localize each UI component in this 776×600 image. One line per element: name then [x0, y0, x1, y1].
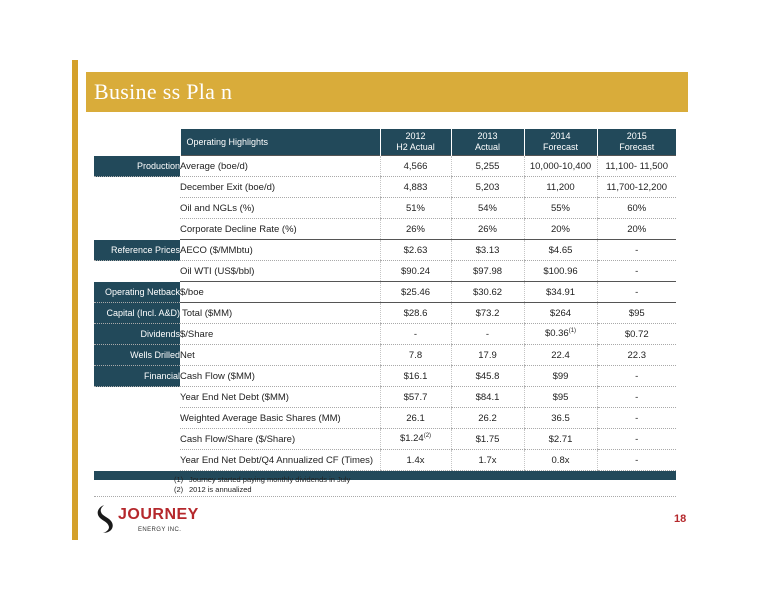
value-cell: $99 [524, 366, 597, 387]
section-label [94, 408, 180, 429]
value-cell: 5,255 [451, 156, 524, 177]
table-row [94, 429, 676, 450]
value-cell: $34.91 [524, 282, 597, 303]
metric-label: Year End Net Debt/Q4 Annualized CF (Times) [180, 450, 380, 471]
value-cell: 11,200 [524, 177, 597, 198]
header-col-2013: 2013 Actual [451, 129, 524, 156]
metric-label: Corporate Decline Rate (%) [180, 219, 380, 240]
footnote-1: (1) Journey started paying monthly dividends in July [174, 475, 351, 484]
table-row [94, 324, 676, 345]
table-header-row [94, 129, 676, 156]
section-label [94, 177, 180, 198]
table-row [94, 408, 676, 429]
value-cell: $1.24$^{(2)}$ [380, 429, 451, 450]
metric-label: Net [180, 345, 380, 366]
page-number: 18 [674, 513, 687, 525]
journey-logo [94, 504, 234, 538]
header-col-2014: 2014 Forecast [524, 129, 597, 156]
metric-label: $/Share [180, 324, 380, 345]
value-cell: $90.24 [380, 261, 451, 282]
value-cell: 0.8x [524, 450, 597, 471]
metric-label: Average (boe/d) [180, 156, 380, 177]
value-cell: 51% [380, 198, 451, 219]
table-row [94, 156, 676, 177]
value-cell: $28.6 [380, 303, 451, 324]
value-cell: 26.2 [451, 408, 524, 429]
value-cell: 11,700-12,200 [597, 177, 676, 198]
value-cell: $4.65 [524, 240, 597, 261]
table-row [94, 366, 676, 387]
section-label [94, 429, 180, 450]
section-label [94, 261, 180, 282]
value-cell: - [597, 387, 676, 408]
value-cell: $0.72 [597, 324, 676, 345]
value-cell: $45.8 [451, 366, 524, 387]
table-row [94, 345, 676, 366]
section-label: Wells Drilled [94, 345, 180, 366]
header-spacer [94, 129, 180, 156]
value-cell: $3.13 [451, 240, 524, 261]
value-cell: 54% [451, 198, 524, 219]
value-cell: 26.1 [380, 408, 451, 429]
table-row [94, 198, 676, 219]
title-bar [86, 72, 688, 112]
footnote-ref: (2) [423, 433, 432, 440]
table-row [94, 219, 676, 240]
metric-label: Oil and NGLs (%) [180, 198, 380, 219]
value-cell: 5,203 [451, 177, 524, 198]
value-cell: 4,883 [380, 177, 451, 198]
value-cell: $1.75 [451, 429, 524, 450]
table-row [94, 303, 676, 324]
value-cell: $100.96 [524, 261, 597, 282]
section-label [94, 387, 180, 408]
logo-brand: JOURNEY [118, 506, 199, 523]
table-row [94, 261, 676, 282]
table-row [94, 282, 676, 303]
footnote-divider [94, 496, 676, 497]
metric-label: December Exit (boe/d) [180, 177, 380, 198]
metric-label: $/boe [180, 282, 380, 303]
value-cell: 1.4x [380, 450, 451, 471]
value-cell: 60% [597, 198, 676, 219]
value-cell: 20% [524, 219, 597, 240]
section-label [94, 219, 180, 240]
logo-subtitle: ENERGY INC. [138, 527, 182, 533]
value-cell: $97.98 [451, 261, 524, 282]
metric-label: Year End Net Debt ($MM) [180, 387, 380, 408]
section-label: Financial [94, 366, 180, 387]
table-row [94, 177, 676, 198]
value-cell: - [380, 324, 451, 345]
value-cell: $264 [524, 303, 597, 324]
value-cell: $57.7 [380, 387, 451, 408]
value-cell: - [597, 282, 676, 303]
metric-label: Cash Flow ($MM) [180, 366, 380, 387]
value-cell: $30.62 [451, 282, 524, 303]
header-col-2015: 2015 Forecast [597, 129, 676, 156]
table-row [94, 387, 676, 408]
section-label [94, 450, 180, 471]
header-operating-highlights: Operating Highlights [180, 129, 380, 156]
metric-label: Weighted Average Basic Shares (MM) [180, 408, 380, 429]
value-cell: 1.7x [451, 450, 524, 471]
footnote-ref: (1) [568, 328, 577, 335]
value-cell: - [597, 429, 676, 450]
value-cell: - [597, 366, 676, 387]
value-cell: - [451, 324, 524, 345]
value-cell: 17.9 [451, 345, 524, 366]
value-cell: 26% [380, 219, 451, 240]
value-cell: - [597, 261, 676, 282]
value-cell: - [597, 240, 676, 261]
header-col-2012: 2012 H2 Actual [380, 129, 451, 156]
value-cell: 22.3 [597, 345, 676, 366]
value-cell: 20% [597, 219, 676, 240]
value-cell: $25.46 [380, 282, 451, 303]
value-cell: $95 [597, 303, 676, 324]
journey-logo-icon [94, 504, 116, 534]
business-plan-table [94, 129, 676, 480]
value-cell: 22.4 [524, 345, 597, 366]
value-cell: $2.63 [380, 240, 451, 261]
left-accent-bar [72, 60, 78, 540]
value-cell: 10,000-10,400 [524, 156, 597, 177]
metric-label: Oil WTI (US$/bbl) [180, 261, 380, 282]
value-cell: 36.5 [524, 408, 597, 429]
value-cell: $84.1 [451, 387, 524, 408]
value-cell: - [597, 408, 676, 429]
table-row [94, 240, 676, 261]
section-label: Dividends [94, 324, 180, 345]
section-label: Production [94, 156, 180, 177]
table-row [94, 450, 676, 471]
section-label: Reference Prices [94, 240, 180, 261]
section-label: Capital (Incl. A&D) [94, 303, 180, 324]
section-label: Operating Netback [94, 282, 180, 303]
value-cell: $0.36$^{(1)}$ [524, 324, 597, 345]
value-cell: $16.1 [380, 366, 451, 387]
value-cell: $2.71 [524, 429, 597, 450]
value-cell: 26% [451, 219, 524, 240]
footnotes [174, 475, 350, 495]
footnote-2: (2) 2012 is annualized [174, 485, 252, 494]
value-cell: - [597, 450, 676, 471]
value-cell: 55% [524, 198, 597, 219]
metric-label: AECO ($/MMbtu) [180, 240, 380, 261]
value-cell: $73.2 [451, 303, 524, 324]
value-cell: $95 [524, 387, 597, 408]
value-cell: 11,100- 11,500 [597, 156, 676, 177]
metric-label: Total ($MM) [180, 303, 380, 324]
value-cell: 7.8 [380, 345, 451, 366]
metric-label: Cash Flow/Share ($/Share) [180, 429, 380, 450]
value-cell: 4,566 [380, 156, 451, 177]
page-title: Busine ss Pla n [94, 79, 233, 104]
section-label [94, 198, 180, 219]
